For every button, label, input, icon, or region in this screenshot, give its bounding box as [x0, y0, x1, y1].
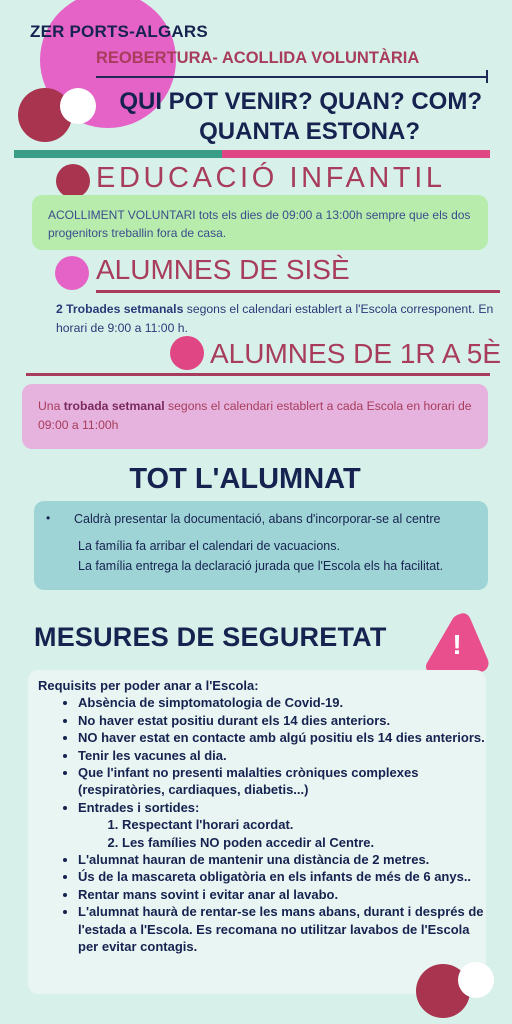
bullet-circle-maroon [56, 164, 90, 198]
sise-rest: segons el calendari establert a l'Escola corresponent. En horari de 9:00 a 11:00 h. [56, 302, 494, 335]
list-item: • NO haver estat en contacte amb algú positiu els 14 dies anteriors. [78, 729, 486, 746]
primer-cinque-bold: trobada setmanal [63, 399, 165, 413]
sublist [78, 816, 486, 851]
infantil-title: EDUCACIÓ INFANTIL [96, 162, 446, 194]
infantil-text: ACOLLIMENT VOLUNTARI tots els dies de 09:00 a 13:00h sempre que els dos progenitors treballin fora de casa. [48, 208, 471, 240]
list-item [78, 799, 486, 851]
sise-underline [96, 290, 500, 293]
primer-cinque-pre: Una [38, 399, 64, 413]
tot-title: TOT L'ALUMNAT [129, 463, 361, 495]
sise-title: ALUMNES DE SISÈ [96, 254, 350, 285]
bullet-circle-magenta [170, 336, 204, 370]
mesures-title: MESURES DE SEGURETAT [34, 622, 387, 652]
tot-line-1: Caldrà presentar la documentació, abans d'incorporar-se al centre [74, 512, 441, 526]
mesures-box [28, 670, 486, 994]
sise-bold: 2 Trobades setmanals [56, 302, 184, 316]
sublist-item: 1. Respectant l'horari acordat. [122, 816, 486, 833]
list-item: • Absència de simptomatologia de Covid-19. [78, 694, 486, 711]
primer-cinque-box [22, 384, 488, 449]
sublist-item: 2. Les famílies NO poden accedir al Centre. [122, 834, 486, 851]
primer-cinque-title: ALUMNES DE 1R A 5È [210, 338, 502, 369]
question-line-2: QUANTA ESTONA? [199, 118, 420, 145]
list-item: • No haver estat positiu durant els 14 dies anteriors. [78, 712, 486, 729]
primer-cinque-underline [26, 373, 490, 376]
sise-text [56, 300, 496, 338]
subtitle-underline [96, 76, 488, 78]
list-item: • L'alumnat haurà de rentar-se les mans abans, durant i després de l'estada a l'Escola. Es recomana no utilitzar lavabos de l'Escola per evitar contagis. [78, 903, 486, 955]
tot-box [34, 501, 488, 590]
list-item: • Que l'infant no presenti malalties cròniques complexes (respiratòries, cardiaques, diabetis...) [78, 764, 486, 799]
primer-cinque-rest: segons el calendari establert a cada Escola en horari de 09:00 a 11:00h [38, 399, 472, 432]
question-line-1: QUI POT VENIR? QUAN? COM? [119, 88, 482, 115]
list-item: • Tenir les vacunes al dia. [78, 747, 486, 764]
divider-pink [222, 150, 490, 158]
bullet-circle-pink [55, 256, 89, 290]
school-name: ZER PORTS-ALGARS [30, 22, 208, 41]
decor-circle-white [60, 88, 96, 124]
tot-line-2: La família fa arribar el calendari de vacuacions. [78, 539, 340, 553]
infantil-box [32, 195, 488, 250]
warning-icon [422, 608, 492, 676]
list-item: • Ús de la mascareta obligatòria en els infants de més de 6 anys.. [78, 868, 486, 885]
decor-circle-white-bottom [458, 962, 494, 998]
tot-bullet: • [46, 511, 51, 525]
tot-line-3: La família entrega la declaració jurada que l'Escola els ha facilitat. [78, 559, 444, 573]
list-item: • L'alumnat hauran de mantenir una distància de 2 metres. [78, 851, 486, 868]
warning-glyph: ! [452, 629, 462, 660]
mesures-intro: Requisits per poder anar a l'Escola: [38, 678, 259, 693]
divider-green [14, 150, 222, 158]
header-subtitle: REOBERTURA- ACOLLIDA VOLUNTÀRIA [96, 49, 420, 67]
list-item-label: Entrades i sortides: [78, 799, 200, 815]
list-item: • Rentar mans sovint i evitar anar al lavabo. [78, 886, 486, 903]
mesures-list [38, 694, 486, 955]
subtitle-underline-tick [486, 70, 488, 83]
